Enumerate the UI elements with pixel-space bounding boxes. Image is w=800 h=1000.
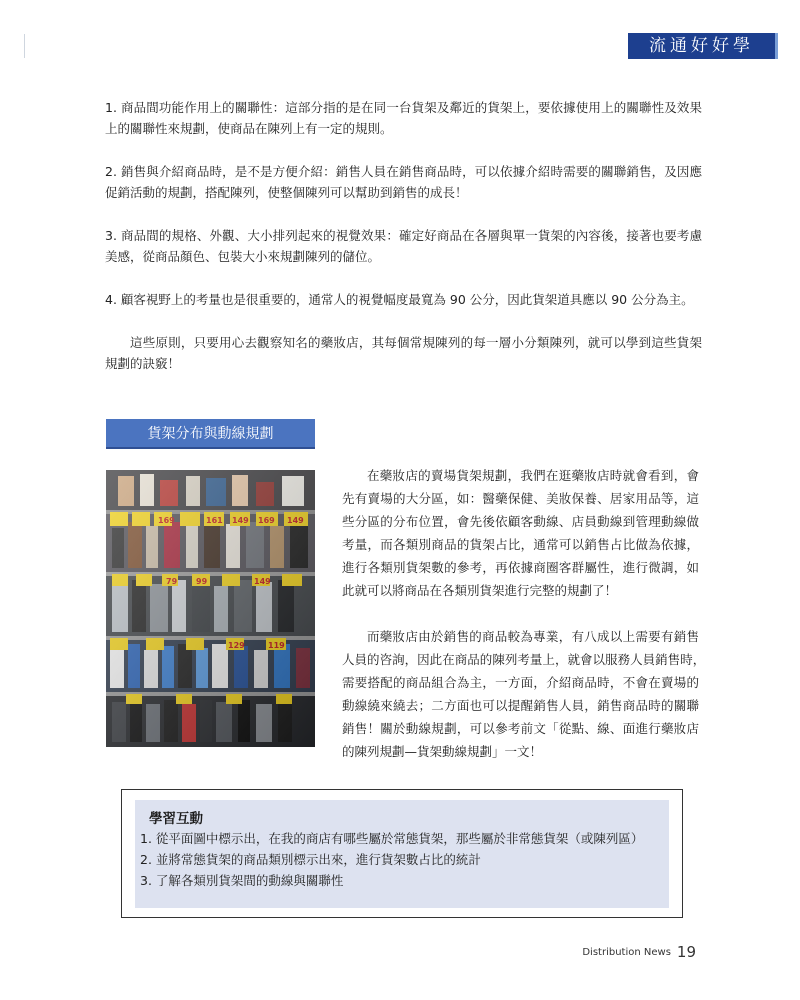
shelf-illustration (106, 470, 315, 747)
price-tag-label: 161 (206, 516, 223, 525)
price-tag-label: 99 (196, 577, 208, 586)
price-tag-label: 149 (232, 516, 249, 525)
learning-list (140, 828, 670, 891)
learning-item: 1. 從平面圖中標示出，在我的商店有哪些屬於常態貨架，那些屬於非常態貨架（或陳列區） (140, 831, 644, 846)
learning-title: 學習互動 (149, 811, 203, 827)
corner-mark (24, 34, 25, 58)
price-tag-label: 169 (158, 516, 175, 525)
section-body (342, 464, 712, 786)
intro-point-3: 3. 商品間的規格、外觀、大小排列起來的視覺效果：確定好商品在各層與單一貨架的內容後，接著也要考慮美感，從商品顏色、包裝大小來規劃陳列的儲位。 (105, 228, 702, 264)
shelf-photo (106, 470, 315, 747)
intro-summary: 這些原則，只要用心去觀察知名的藥妝店，其每個常規陳列的每一層小分類陳列，就可以學到這些貨架規劃的訣竅！ (105, 335, 702, 371)
section-paragraph-1: 在藥妝店的賣場貨架規劃，我們在逛藥妝店時就會看到，會先有賣場的大分區，如：醫藥保健、美妝保養、居家用品等，這些分區的分布位置，會先後依顧客動線、店員動線到管理動線做考量，而各類別商品的貨架占比，通常可以銷售占比做為依據，進行各類別貨架數的參考，再依據商圈客群屬性，進行微調，如此就可以將商品在各類別貨架進行完整的規劃了！ (342, 468, 699, 598)
learning-item: 2. 並將常態貨架的商品類別標示出來，進行貨架數占比的統計 (140, 852, 481, 867)
price-tag-label: 149 (287, 516, 304, 525)
publication-name: Distribution News (582, 947, 671, 958)
price-tag-label: 169 (258, 516, 275, 525)
intro-section (105, 97, 702, 396)
page-number: 19 (676, 943, 696, 961)
intro-point-1: 1. 商品間功能作用上的關聯性：這部分指的是在同一台貨架及鄰近的貨架上，要依據使用上的關聯性及效果上的關聯性來規劃，使商品在陳列上有一定的規則。 (105, 100, 702, 136)
price-tag-label: 119 (268, 641, 285, 650)
section-paragraph-2: 而藥妝店由於銷售的商品較為專業，有八成以上需要有銷售人員的咨詢，因此在商品的陳列考量上，就會以服務人員銷售時， 需要搭配的商品組合為主，一方面，介紹商品時，不會在賣場的動線繞來繞去；二方面也可以提醒銷售人員，銷售商品時的關聯銷售！關於動線規劃，可以參考前文「從點、線、面進行藥妝店的陳列規劃—貨架動線規劃」一文！ (342, 629, 712, 759)
price-tag-label: 129 (228, 641, 245, 650)
series-banner: 流通好好學 (628, 33, 778, 59)
intro-point-2: 2. 銷售與介紹商品時，是不是方便介紹：銷售人員在銷售商品時，可以依據介紹時需要的關聯銷售，及因應促銷活動的規劃，搭配陳列，使整個陳列可以幫助到銷售的成長！ (105, 164, 702, 200)
learning-item: 3. 了解各類別貨架間的動線與關聯性 (140, 873, 344, 888)
price-tag-label: 149 (254, 577, 271, 586)
intro-point-4: 4. 顧客視野上的考量也是很重要的，通常人的視覺幅度最寬為 90 公分，因此貨架道具應以 90 公分為主。 (105, 292, 694, 307)
section-heading: 貨架分布與動線規劃 (106, 419, 315, 449)
price-tag-label: 79 (166, 577, 178, 586)
page-footer (582, 943, 696, 961)
learning-box (121, 789, 683, 918)
